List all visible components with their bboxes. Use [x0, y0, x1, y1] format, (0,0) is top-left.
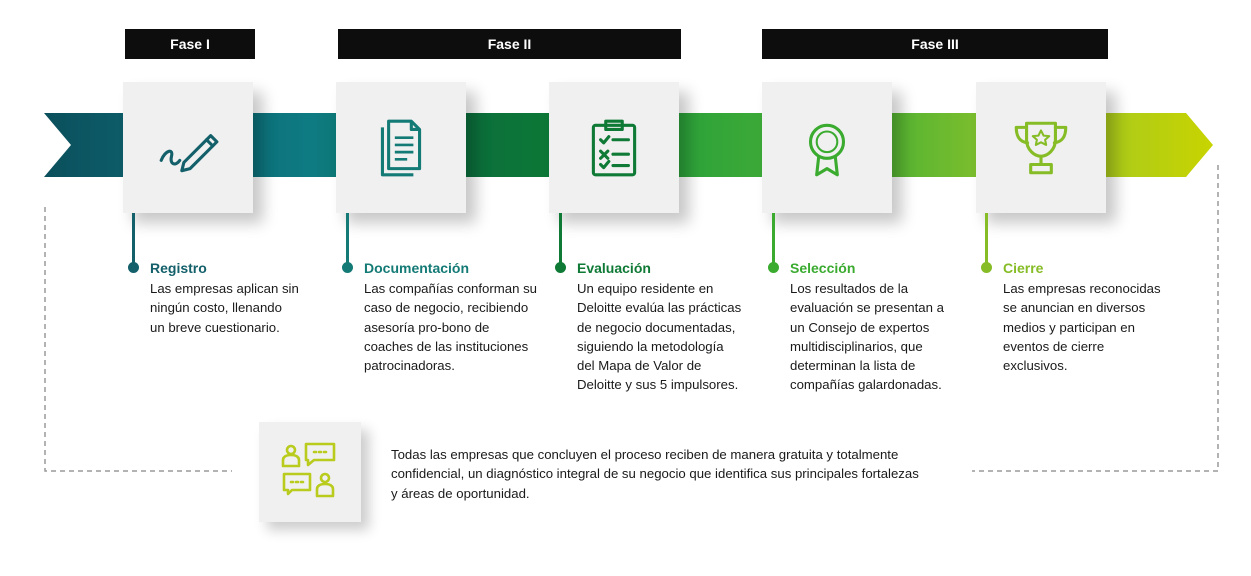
consultation-people-icon — [278, 440, 342, 504]
desc-line: un breve cuestionario. — [150, 319, 280, 335]
desc-line: multidisciplinarios, que — [790, 338, 923, 354]
desc-line: Un equipo residente en — [577, 281, 714, 296]
bottom-line: y áreas de oportunidad. — [391, 485, 530, 501]
desc-line: asesoría pro-bono de — [364, 319, 490, 335]
step-title-cierre: Cierre — [1003, 260, 1044, 276]
desc-line: evaluación se presentan a — [790, 300, 944, 316]
desc-line: Las empresas reconocidas — [1003, 281, 1161, 296]
desc-line: Deloitte y sus 5 impulsores. — [577, 377, 739, 393]
desc-line: del Mapa de Valor de — [577, 358, 702, 374]
phase-label: Fase III — [911, 36, 959, 52]
desc-line: siguiendo la metodología — [577, 338, 724, 354]
phase-label: Fase II — [487, 36, 532, 52]
desc-line: se anuncian en diversos — [1003, 300, 1146, 316]
desc-line: compañías galardonadas. — [790, 377, 942, 393]
desc-line: patrocinadoras. — [364, 358, 455, 374]
desc-line: Las compañías conforman su — [364, 281, 537, 296]
step-title-documentacion: Documentación — [364, 260, 470, 276]
bottom-line: Todas las empresas que concluyen el proceso reciben de manera gratuita y totalmente — [391, 447, 899, 462]
desc-line: Deloitte evalúa las prácticas — [577, 300, 742, 316]
dashed-line-right — [972, 165, 1218, 471]
desc-line: medios y participan en — [1003, 319, 1135, 335]
phase-label: Fase I — [170, 36, 210, 52]
step-title-evaluacion: Evaluación — [577, 260, 651, 276]
desc-line: Los resultados de la — [790, 281, 909, 296]
desc-line: Las empresas aplican sin — [150, 281, 299, 296]
desc-line: de negocio documentadas, — [577, 319, 736, 335]
desc-line: determinan la lista de — [790, 358, 916, 374]
desc-line: eventos de cierre — [1003, 338, 1105, 354]
dashed-line-left — [45, 207, 232, 471]
desc-line: caso de negocio, recibiendo — [364, 300, 529, 316]
diagnostic-description — [391, 445, 991, 503]
diagnostic-icon-box — [259, 422, 361, 522]
desc-line: ningún costo, llenando — [150, 300, 282, 316]
step-title-registro: Registro — [150, 260, 207, 276]
step-title-seleccion: Selección — [790, 260, 856, 276]
desc-line: un Consejo de expertos — [790, 319, 930, 335]
desc-line: coaches de las instituciones — [364, 338, 529, 354]
desc-line: exclusivos. — [1003, 358, 1068, 374]
bottom-line: confidencial, un diagnóstico integral de su negocio que identifica sus principales fortalezas — [391, 466, 919, 482]
